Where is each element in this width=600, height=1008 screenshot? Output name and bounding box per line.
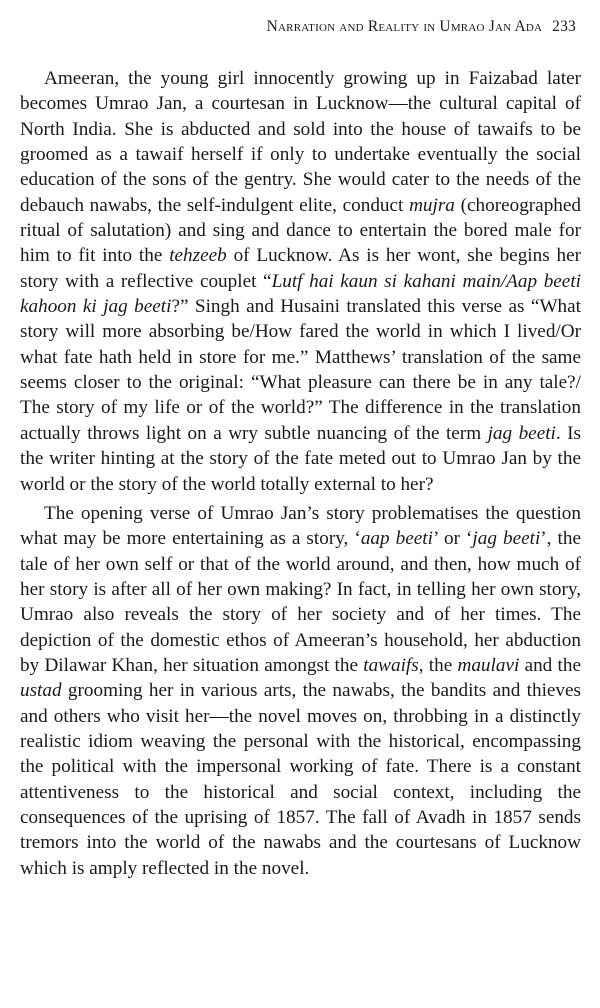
italic-term: aap beeti [360,528,433,550]
text-run: ’, the tale of her own self or that of the world around, and then, how much of her story is after all of her own making? In fact, in telling her own story, Umrao also reveals the story of her society and of her times. The depiction of the domestic ethos of Ameeran’s household, her abduction by Dilawar Khan, her situation amongst the [20,528,581,676]
italic-couplet: Lutf hai kaun si kahani main/Aap beeti kahoon ki jag beeti [20,270,581,318]
italic-term: tawaifs [363,654,419,676]
text-run: , the [418,654,458,676]
text-run: ?” Singh and Husaini translated this verse as “What story will more absorbing be/How fared the world in which I lived/Or what fate hath held in store for me.” Matthews’ translation of the same seems closer to the original: “What pleasure can there be in any tale?/ The story of my life or of the world?” The difference in the translation actually throws light on a wry subtle nuancing of the term [20,296,581,444]
running-header [20,18,576,36]
body-text [20,66,581,881]
text-run: Ameeran, the young girl innocently growing up in Faizabad later becomes Umrao Jan, a courtesan in Lucknow—the cultural capital of North India. She is abducted and sold into the house of tawaifs to be groomed as a tawaif herself if only to undertake eventually the social education of the sons of the gentry. She would cater to the needs of the debauch nawabs, the self-indulgent elite, conduct [20,68,581,216]
italic-term: jag beeti [472,528,541,550]
page-number: 233 [552,18,576,35]
text-run: (choreographed ritual of salutation) and sing and dance to entertain the bored male for him to fit into the [20,194,581,267]
italic-term: ustad [20,680,62,702]
text-run: The opening verse of Umrao Jan’s story problematises the question what may be more entertaining as a story, ‘ [20,502,581,550]
text-run: of Lucknow. As is her wont, she begins her story with a reflective couplet “ [20,245,581,292]
italic-term: mujra [409,194,455,216]
text-run: grooming her in various arts, the nawabs, the bandits and thieves and others who visit her—the novel moves on, throbbing in a distinctly realistic idiom weaving the personal with the historical, encompassing the political with the impersonal working of fate. There is a constant attentiveness to the historical and social context, including the consequences of the uprising of 1857. The fall of Avadh in 1857 sends tremors into the world of the nawabs and the courtesans of Lucknow which is amply reflected in the novel. [20,680,581,879]
paragraph-1 [20,66,581,497]
text-run: and the [519,654,581,676]
italic-term: maulavi [457,654,520,676]
text-run: ’ or ‘ [432,528,473,550]
paragraph-2 [20,501,581,881]
italic-term: jag beeti [487,422,556,444]
running-title: Narration and Reality in Umrao Jan Ada [266,18,543,35]
text-run: . Is the writer hinting at the story of the fate meted out to Umrao Jan by the world or the story of the world totally external to her? [20,422,581,495]
italic-term: tehzeeb [169,245,227,267]
